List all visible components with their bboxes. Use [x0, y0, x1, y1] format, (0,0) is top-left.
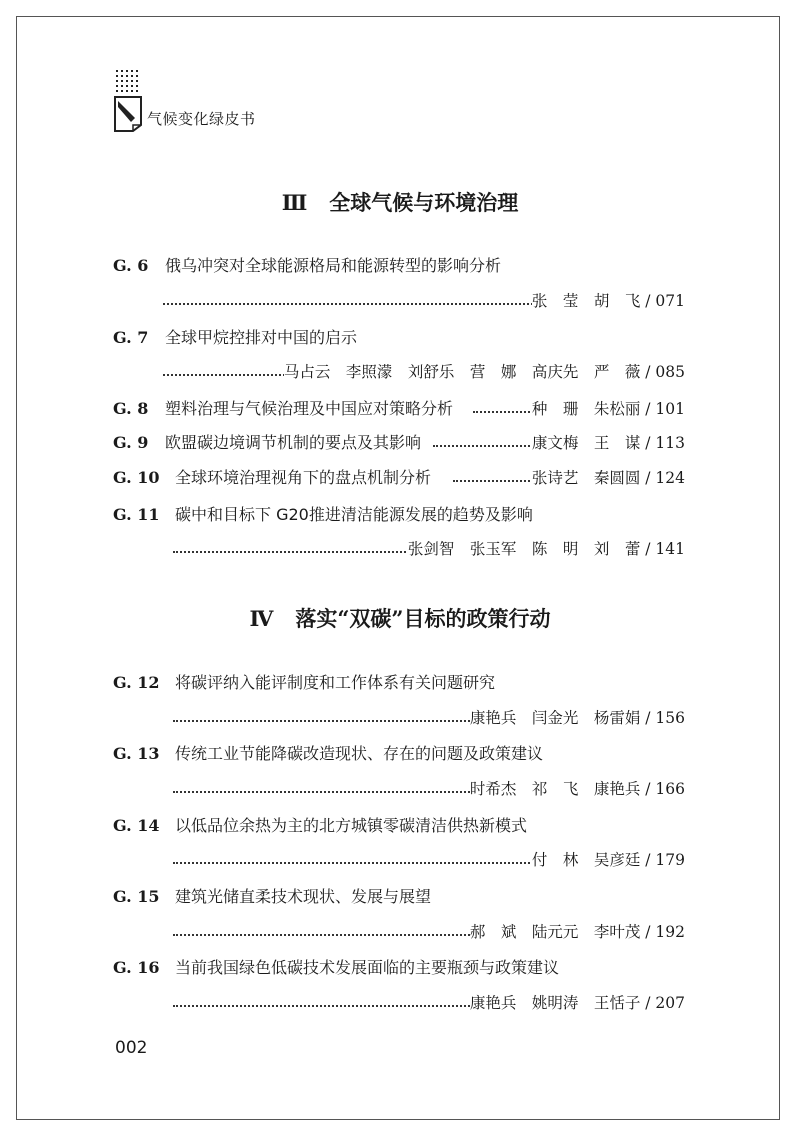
entry-authors: 种 珊 朱松丽 — [531, 400, 641, 418]
entry-authors: 张诗艺 秦圆圆 — [531, 469, 641, 487]
entry-authors: 康艳兵 姚明涛 王恬子 — [469, 994, 641, 1012]
entry-title: 传统工业节能降碳改造现状、存在的问题及政策建议 — [175, 744, 544, 763]
entry-number: G. 12 — [113, 673, 160, 692]
entry-authors: 康文梅 王 谋 — [531, 434, 641, 452]
section-numeral: Ⅲ — [281, 190, 308, 215]
entry-authors-page — [470, 708, 685, 728]
entry-title: 俄乌冲突对全球能源格局和能源转型的影响分析 — [165, 256, 502, 275]
toc-entry-leader-line — [173, 779, 685, 799]
entry-authors-page — [470, 993, 685, 1013]
entry-authors: 时希杰 祁 飞 康艳兵 — [469, 780, 641, 798]
section-heading-4 — [0, 603, 800, 633]
entry-authors-page — [408, 539, 685, 559]
entry-page: / 085 — [645, 363, 685, 381]
toc-entry-leader-line — [173, 850, 685, 870]
entry-authors-page — [532, 291, 685, 311]
page-number: 002 — [115, 1038, 148, 1058]
page-frame — [16, 16, 780, 1120]
entry-title: 将碳评纳入能评制度和工作体系有关问题研究 — [175, 673, 496, 692]
entry-page: / 179 — [645, 851, 685, 869]
entry-number: G. 8 — [113, 399, 149, 418]
entry-authors-page — [284, 362, 685, 382]
entry-title: 当前我国绿色低碳技术发展面临的主要瓶颈与政策建议 — [175, 958, 560, 977]
toc-entry-leader-line — [173, 539, 685, 559]
entry-title: 建筑光储直柔技术现状、发展与展望 — [175, 887, 432, 906]
entry-number: G. 7 — [113, 328, 149, 347]
toc-entry-leader-line — [163, 291, 685, 311]
entry-number: G. 11 — [113, 505, 160, 524]
entry-page: / 113 — [645, 434, 685, 452]
section-title: 全球气候与环境治理 — [329, 190, 519, 215]
section-title: 落实“双碳”目标的政策行动 — [295, 606, 551, 631]
entry-page: / 141 — [645, 540, 685, 558]
entry-authors: 马占云 李照濛 刘舒乐 营 娜 高庆先 严 薇 — [283, 363, 641, 381]
entry-page: / 156 — [645, 709, 685, 727]
entry-number: G. 6 — [113, 256, 149, 275]
entry-authors-page — [532, 468, 685, 488]
entry-authors: 张剑智 张玉军 陈 明 刘 蕾 — [407, 540, 641, 558]
entry-authors-page — [470, 779, 685, 799]
entry-page: / 101 — [645, 400, 685, 418]
series-title: 气候变化绿皮书 — [147, 110, 256, 128]
entry-page: / 071 — [645, 292, 685, 310]
toc-entry-leader-line — [173, 708, 685, 728]
entry-title: 以低品位余热为主的北方城镇零碳清洁供热新模式 — [175, 816, 528, 835]
entry-title: 全球甲烷控排对中国的启示 — [165, 328, 358, 347]
entry-page: / 192 — [645, 923, 685, 941]
entry-number: G. 15 — [113, 887, 160, 906]
section-numeral: Ⅳ — [249, 606, 274, 631]
entry-authors-page — [532, 433, 685, 453]
entry-authors: 郝 斌 陆元元 李叶茂 — [469, 923, 641, 941]
toc-entry-leader-line — [173, 993, 685, 1013]
entry-authors: 康艳兵 闫金光 杨雷娟 — [469, 709, 641, 727]
entry-number: G. 9 — [113, 433, 149, 452]
entry-number: G. 13 — [113, 744, 160, 763]
entry-authors-page — [532, 399, 685, 419]
entry-authors-page — [470, 922, 685, 942]
entry-title: 塑料治理与气候治理及中国应对策略分析 — [165, 399, 454, 418]
entry-title: 碳中和目标下 G20推进清洁能源发展的趋势及影响 — [175, 505, 533, 524]
toc-entry-leader-line — [173, 922, 685, 942]
entry-number: G. 10 — [113, 468, 160, 487]
entry-authors: 付 林 吴彦廷 — [531, 851, 641, 869]
entry-authors-page — [532, 850, 685, 870]
entry-number: G. 14 — [113, 816, 160, 835]
series-logo-icon — [113, 70, 143, 132]
entry-page: / 207 — [645, 994, 685, 1012]
toc-entry-leader-line — [163, 362, 685, 382]
section-heading-3 — [0, 187, 800, 217]
entry-page: / 124 — [645, 469, 685, 487]
entry-title: 欧盟碳边境调节机制的要点及其影响 — [165, 433, 422, 452]
entry-authors: 张 莹 胡 飞 — [531, 292, 641, 310]
entry-number: G. 16 — [113, 958, 160, 977]
entry-title: 全球环境治理视角下的盘点机制分析 — [175, 468, 432, 487]
entry-page: / 166 — [645, 780, 685, 798]
